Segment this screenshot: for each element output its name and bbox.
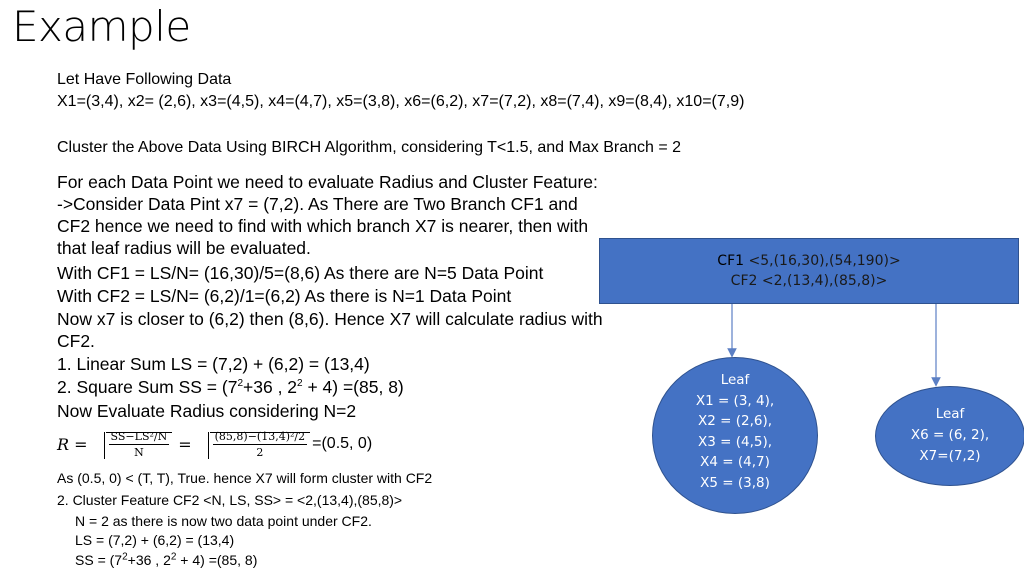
body-line: CF2 hence we need to find with which branch X7 is nearer, then with — [57, 216, 589, 236]
body-line: CF2. — [57, 331, 95, 351]
body-line: With CF1 = LS/N= (16,30)/5=(8,6) As there are N=5 Data Point — [57, 263, 544, 283]
leaf-item: X4 = (4,7) — [700, 454, 770, 470]
body-line: 1. Linear Sum LS = (7,2) + (6,2) = (13,4) — [57, 354, 370, 374]
leaf-item: X7=(7,2) — [919, 448, 981, 464]
formula-denominator: N — [134, 445, 144, 459]
bottom-line: 2. Cluster Feature CF2 <N, LS, SS> = <2,(13,4),(85,8)> — [57, 492, 403, 508]
leaf-item: X6 = (6, 2), — [910, 427, 990, 443]
body-line: With CF2 = LS/N= (6,2)/1=(6,2) As there is N=1 Data Point — [57, 286, 512, 306]
leaf-title: Leaf — [935, 406, 965, 422]
formula-numerator: (85,8)−(13,4)²/2 — [214, 429, 306, 443]
formula-result: =(0.5, 0) — [312, 435, 373, 452]
leaf-title: Leaf — [720, 372, 750, 388]
leaf-item: X2 = (2,6), — [697, 413, 773, 429]
leaf-item: X5 = (3,8) — [700, 474, 770, 491]
intro-line-1: Let Have Following Data — [57, 71, 232, 88]
bottom-line: As (0.5, 0) < (T, T), True. hence X7 will form cluster with CF2 — [57, 470, 433, 486]
formula-equals: = — [178, 434, 192, 454]
problem-statement: Cluster the Above Data Using BIRCH Algorithm, considering T<1.5, and Max Branch = 2 — [57, 139, 682, 156]
leaf-item: X3 = (4,5), — [697, 433, 773, 450]
cf-node — [599, 238, 1019, 304]
body-line: that leaf radius will be evaluated. — [57, 238, 311, 258]
formula-lhs: R = — [57, 434, 88, 454]
cf1-value: <5,(16,30),(54,190)> — [744, 253, 901, 269]
cf1-row — [600, 251, 1018, 271]
cf2-row: CF2 <2,(13,4),(85,8)> — [730, 273, 888, 289]
formula-numerator: SS−LS²/N — [110, 429, 168, 443]
formula-denominator: 2 — [256, 445, 264, 459]
slide-title: Example — [12, 2, 191, 51]
body-line: ->Consider Data Pint x7 = (7,2). As There are Two Branch CF1 and — [57, 194, 578, 214]
cf1-label: CF1 — [717, 253, 745, 269]
bottom-line: SS = ($7^2+36$ , $2^2 + 4) =(85$, 8) — [75, 551, 258, 568]
body-line: Now x7 is closer to (6,2) then (8,6). Hence X7 will calculate radius with — [57, 309, 603, 329]
leaf-node-1 — [652, 357, 818, 514]
body-line: 2. Square Sum SS = ($7^2+36$ , $2^2 + 4) =(85$, 8) — [57, 377, 404, 397]
bottom-line: N = 2 as there is now two data point under CF2. — [75, 513, 372, 529]
leaf-item: X1 = (3, 4), — [695, 392, 775, 409]
body-line: Now Evaluate Radius considering N=2 — [57, 401, 357, 421]
bottom-line: LS = (7,2) + (6,2) = (13,4) — [75, 532, 235, 548]
data-points-line: X1=(3,4), x2= (2,6), x3=(4,5), x4=(4,7), x5=(3,8), x6=(6,2), x7=(7,2), x8=(7,4), x9=(8,4), x10=(7,9) — [57, 93, 745, 110]
leaf-node-2 — [875, 386, 1024, 486]
body-line: For each Data Point we need to evaluate Radius and Cluster Feature: — [57, 172, 598, 192]
